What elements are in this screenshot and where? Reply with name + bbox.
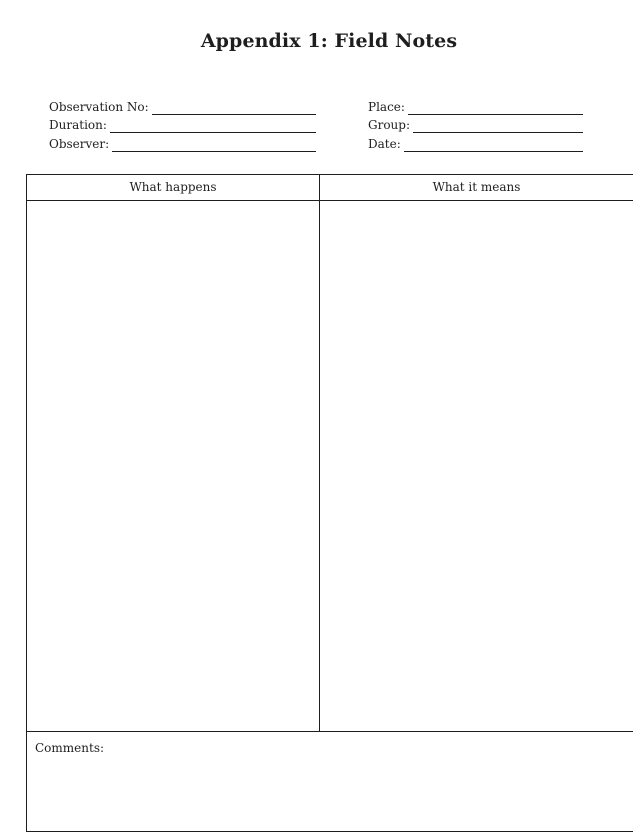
date-line[interactable]	[404, 140, 583, 152]
date-field[interactable]	[368, 136, 583, 152]
duration-line[interactable]	[110, 121, 316, 133]
field-notes-table	[26, 174, 633, 832]
observer-line[interactable]	[112, 140, 316, 152]
observer-field[interactable]	[49, 136, 316, 152]
what-happens-cell[interactable]	[27, 201, 320, 731]
observer-label: Observer:	[49, 137, 110, 151]
group-field[interactable]	[368, 117, 583, 133]
observation-no-label: Observation No:	[49, 100, 149, 114]
group-label: Group:	[368, 118, 410, 132]
comments-box[interactable]	[27, 731, 633, 832]
what-it-means-header: What it means	[320, 175, 633, 201]
observation-no-line[interactable]	[152, 103, 316, 115]
duration-field[interactable]	[49, 117, 316, 133]
date-label: Date:	[368, 137, 401, 151]
group-line[interactable]	[413, 121, 583, 133]
what-happens-header: What happens	[27, 175, 320, 201]
comments-label: Comments:	[35, 741, 105, 755]
duration-label: Duration:	[49, 118, 107, 132]
place-line[interactable]	[408, 103, 583, 115]
observation-no-field[interactable]	[49, 99, 316, 115]
place-field[interactable]	[368, 99, 583, 115]
what-it-means-cell[interactable]	[320, 201, 633, 731]
place-label: Place:	[368, 100, 405, 114]
page-title: Appendix 1: Field Notes	[200, 30, 458, 52]
